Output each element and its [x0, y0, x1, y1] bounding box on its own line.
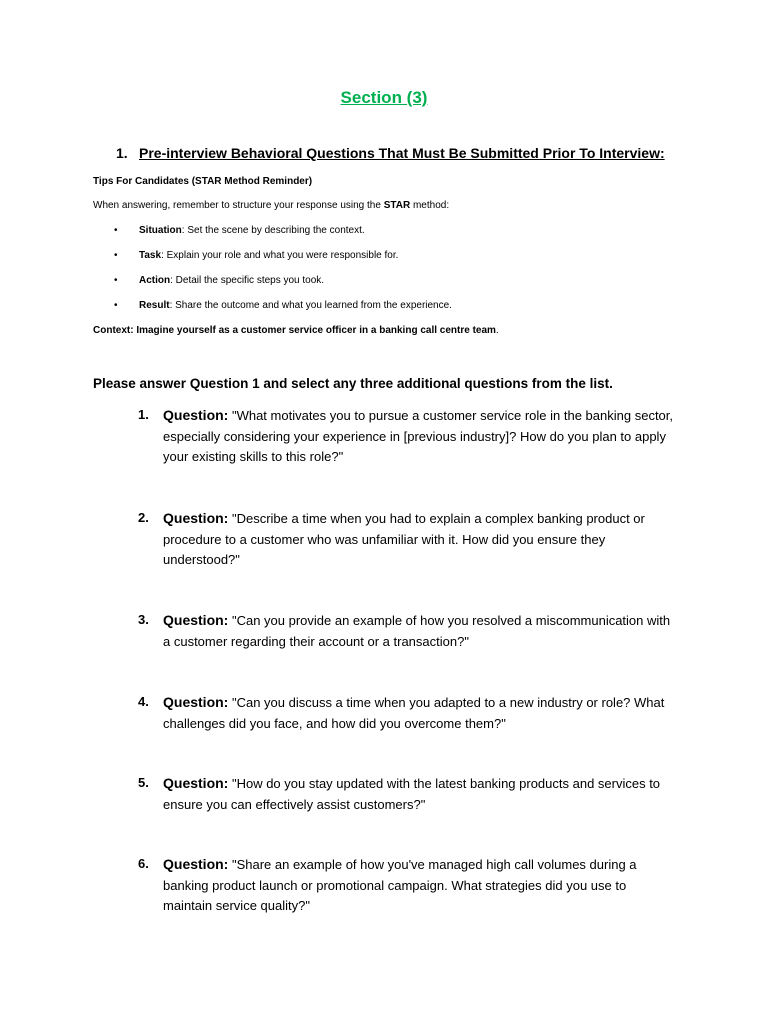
- question-number: 6.: [138, 856, 149, 871]
- question-text: "Describe a time when you had to explain a complex banking product or procedure to a customer who was unfamiliar with it. How did you ensure they understood?": [163, 511, 645, 567]
- bullet-text: : Set the scene by describing the context.: [181, 225, 365, 236]
- heading-number: 1.: [116, 145, 128, 161]
- question-text: "Share an example of how you've managed high call volumes during a banking product launch or promotional campaign. What strategies did you use to maintain service quality?": [163, 857, 637, 913]
- bullet-action: [114, 275, 324, 286]
- bullet-text: : Share the outcome and what you learned from the experience.: [169, 300, 452, 311]
- bullet-result: [114, 300, 452, 311]
- question-label: Question:: [163, 612, 229, 628]
- bullet-dot: •: [114, 250, 118, 261]
- context-bold: Context: Imagine yourself as a customer service officer in a banking call centre team: [93, 325, 496, 336]
- question-label: Question:: [163, 510, 229, 526]
- question-item: [138, 405, 678, 468]
- context-tail: .: [495, 325, 499, 336]
- question-text: "Can you discuss a time when you adapted to a new industry or role? What challenges did you face, and how did you overcome them?": [163, 695, 665, 731]
- question-text: "How do you stay updated with the latest banking products and services to ensure you can effectively assist customers?": [163, 776, 661, 812]
- bullet-term: Action: [139, 275, 171, 286]
- bullet-text: : Detail the specific steps you took.: [170, 275, 325, 286]
- questions-heading: [116, 145, 665, 161]
- bullet-term: Result: [139, 300, 170, 311]
- bullet-task: [114, 250, 398, 261]
- question-item: [138, 854, 678, 917]
- bullet-term: Task: [139, 250, 162, 261]
- question-label: Question:: [163, 694, 229, 710]
- tips-title: Tips For Candidates (STAR Method Reminder): [93, 176, 313, 187]
- question-number: 4.: [138, 694, 149, 709]
- question-label: Question:: [163, 856, 229, 872]
- question-item: [138, 692, 678, 734]
- instruction-text: Please answer Question 1 and select any three additional questions from the list.: [93, 376, 613, 391]
- question-label: Question:: [163, 775, 229, 791]
- question-text: "What motivates you to pursue a customer service role in the banking sector, especially considering your experience in [previous industry]? How do you plan to apply your existing skills to this role?": [163, 408, 674, 464]
- bullet-dot: •: [114, 225, 118, 236]
- question-item: [138, 610, 678, 652]
- bullet-text: : Explain your role and what you were responsible for.: [161, 250, 399, 261]
- section-title: Section (3): [340, 88, 428, 107]
- heading-text: Pre-interview Behavioral Questions That Must Be Submitted Prior To Interview:: [139, 145, 665, 161]
- question-item: [138, 508, 678, 571]
- question-label: Question:: [163, 407, 229, 423]
- bullet-dot: •: [114, 275, 118, 286]
- intro-tail: method:: [410, 200, 450, 211]
- bullet-situation: [114, 225, 365, 236]
- star-intro: [93, 200, 449, 211]
- bullet-dot: •: [114, 300, 118, 311]
- question-number: 3.: [138, 612, 149, 627]
- question-item: [138, 773, 678, 815]
- question-number: 1.: [138, 407, 149, 422]
- question-text: "Can you provide an example of how you resolved a miscommunication with a customer regarding their account or a transaction?": [163, 613, 671, 649]
- bullet-term: Situation: [139, 225, 182, 236]
- question-number: 5.: [138, 775, 149, 790]
- context-note: [93, 325, 499, 336]
- intro-star: STAR: [383, 200, 411, 211]
- question-number: 2.: [138, 510, 149, 525]
- intro-text: When answering, remember to structure your response using the: [93, 200, 384, 211]
